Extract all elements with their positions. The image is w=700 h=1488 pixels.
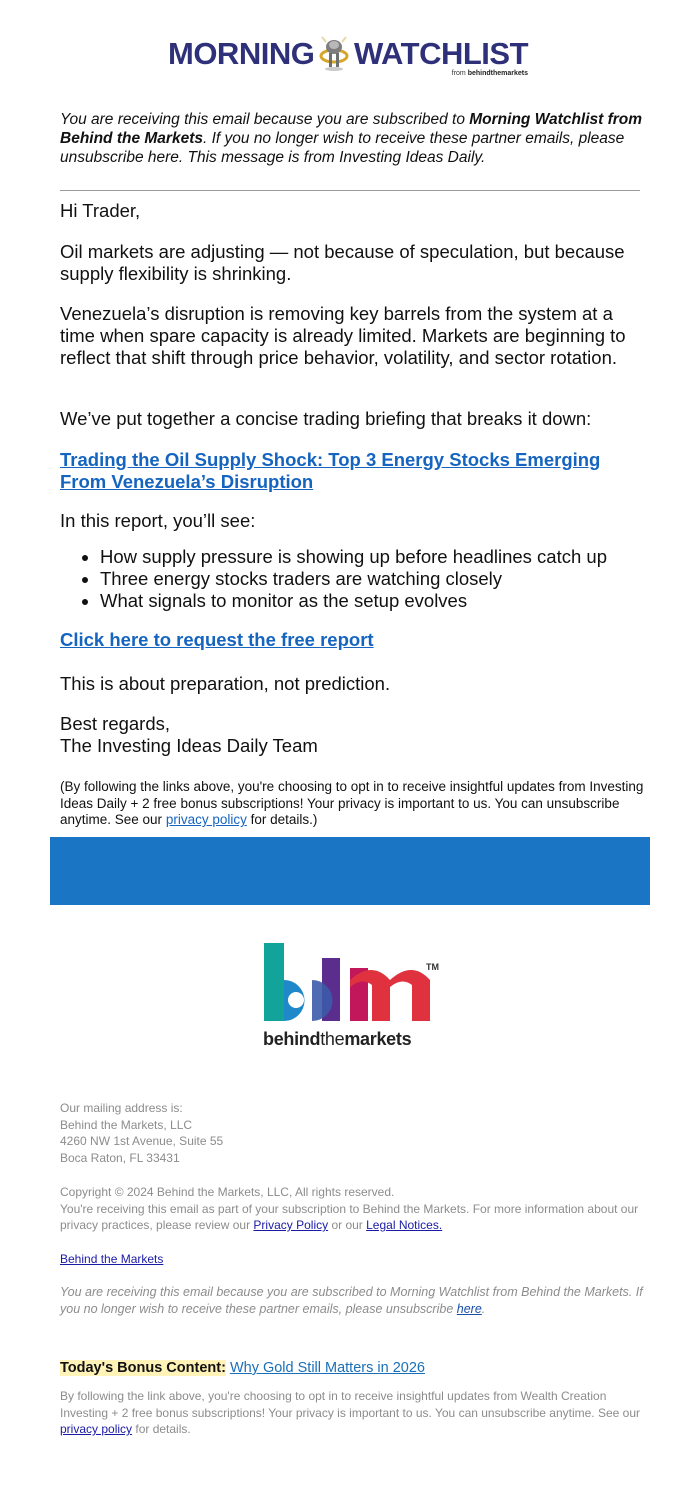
logo-word-morning: MORNING [168, 36, 315, 71]
btm-wordmark: behindthemarkets [263, 1029, 412, 1049]
bonus-privacy-policy-link[interactable]: privacy policy [60, 1422, 133, 1436]
legal-notices-link[interactable]: Legal Notices. [366, 1218, 443, 1232]
opt-in-note: (By following the links above, you're choosing to opt in to receive insightful updates from Investing Ideas Daily + 2 free bonus subscriptions! Your privacy is important to us. You can unsubscribe anytime. See our privacy policy for details.) [60, 779, 644, 827]
paragraph-intro: Oil markets are adjusting — not because of speculation, but because supply flexibility is shrinking. [60, 241, 625, 284]
copyright-block [60, 1184, 645, 1234]
street-address: 4260 NW 1st Avenue, Suite 55 [60, 1134, 224, 1148]
signoff-regards: Best regards, [60, 713, 171, 734]
blue-banner [50, 837, 650, 905]
list-item: • What signals to monitor as the setup evolves [100, 590, 607, 612]
logo-from-text: from behindthemarkets [451, 70, 528, 77]
bonus-content [60, 1358, 425, 1378]
mailing-address [60, 1100, 645, 1166]
bonus-label: Today's Bonus Content: [60, 1360, 226, 1376]
mailing-label: Our mailing address is: [60, 1101, 183, 1115]
signoff-team: The Investing Ideas Daily Team [60, 735, 318, 756]
company-name: Behind the Markets, LLC [60, 1117, 193, 1132]
logo-word-watchlist: WATCHLIST [354, 36, 529, 71]
report-title-link[interactable]: Trading the Oil Supply Shock: Top 3 Energy Stocks Emerging From Venezuela’s Disruption [60, 449, 601, 492]
bonus-gold-link[interactable]: Why Gold Still Matters in 2026 [229, 1360, 425, 1376]
request-report-link[interactable]: Click here to request the free report [60, 629, 374, 650]
privacy-practices-text: You're receiving this email as part of your subscription to Behind the Markets. For more information about our privacy practices, please review our Privacy Policy or our Legal Notices. [60, 1201, 639, 1232]
privacy-policy-footer-link[interactable]: Privacy Policy [253, 1218, 329, 1232]
paragraph-preparation: This is about preparation, not prediction. [60, 673, 391, 694]
paragraph-briefing: We’ve put together a concise trading briefing that breaks it down: [60, 408, 592, 429]
paragraph-venezuela: Venezuela’s disruption is removing key barrels from the system at a time when spare capacity is already limited. Markets are beginning to reflect that shift through price behavior, volatility, and sector rotation. [60, 303, 626, 368]
list-item: • How supply pressure is showing up before headlines catch up [100, 546, 607, 568]
report-bullet-list [60, 546, 607, 612]
bull-icon [316, 34, 352, 72]
divider [60, 190, 640, 191]
bonus-opt-in-note: By following the link above, you're choosing to opt in to receive insightful updates from Wealth Creation Investing + 2 free bonus subscriptions! Your privacy is important to us. You can unsubscribe anytime. See our privacy policy for details. [60, 1389, 641, 1436]
paragraph-report-intro: In this report, you’ll see: [60, 510, 256, 531]
btm-link-row [60, 1251, 645, 1268]
logo-letter-b-stem [264, 943, 284, 1021]
copyright-text: Copyright © 2024 Behind the Markets, LLC, All rights reserved. [60, 1185, 395, 1199]
city-address: Boca Raton, FL 33431 [60, 1150, 180, 1165]
morning-watchlist-logo[interactable] [168, 30, 538, 82]
top-disclaimer: You are receiving this email because you are subscribed to Morning Watchlist from Behind the Markets. If you no longer wish to receive these partner emails, please unsubscribe here. This message is from Investing Ideas Daily. [60, 111, 643, 166]
unsubscribe-link[interactable]: here [456, 1301, 482, 1316]
behind-the-markets-link[interactable]: Behind the Markets [60, 1252, 164, 1266]
list-item: • Three energy stocks traders are watching closely [100, 568, 607, 590]
greeting: Hi Trader, [60, 200, 141, 221]
unsubscribe-notice: You are receiving this email because you are subscribed to Morning Watchlist from Behind the Markets. If you no longer wish to receive these partner emails, please unsubscribe here. [60, 1285, 643, 1316]
privacy-policy-link[interactable]: privacy policy [165, 812, 247, 827]
trademark-mark: TM [426, 962, 439, 972]
